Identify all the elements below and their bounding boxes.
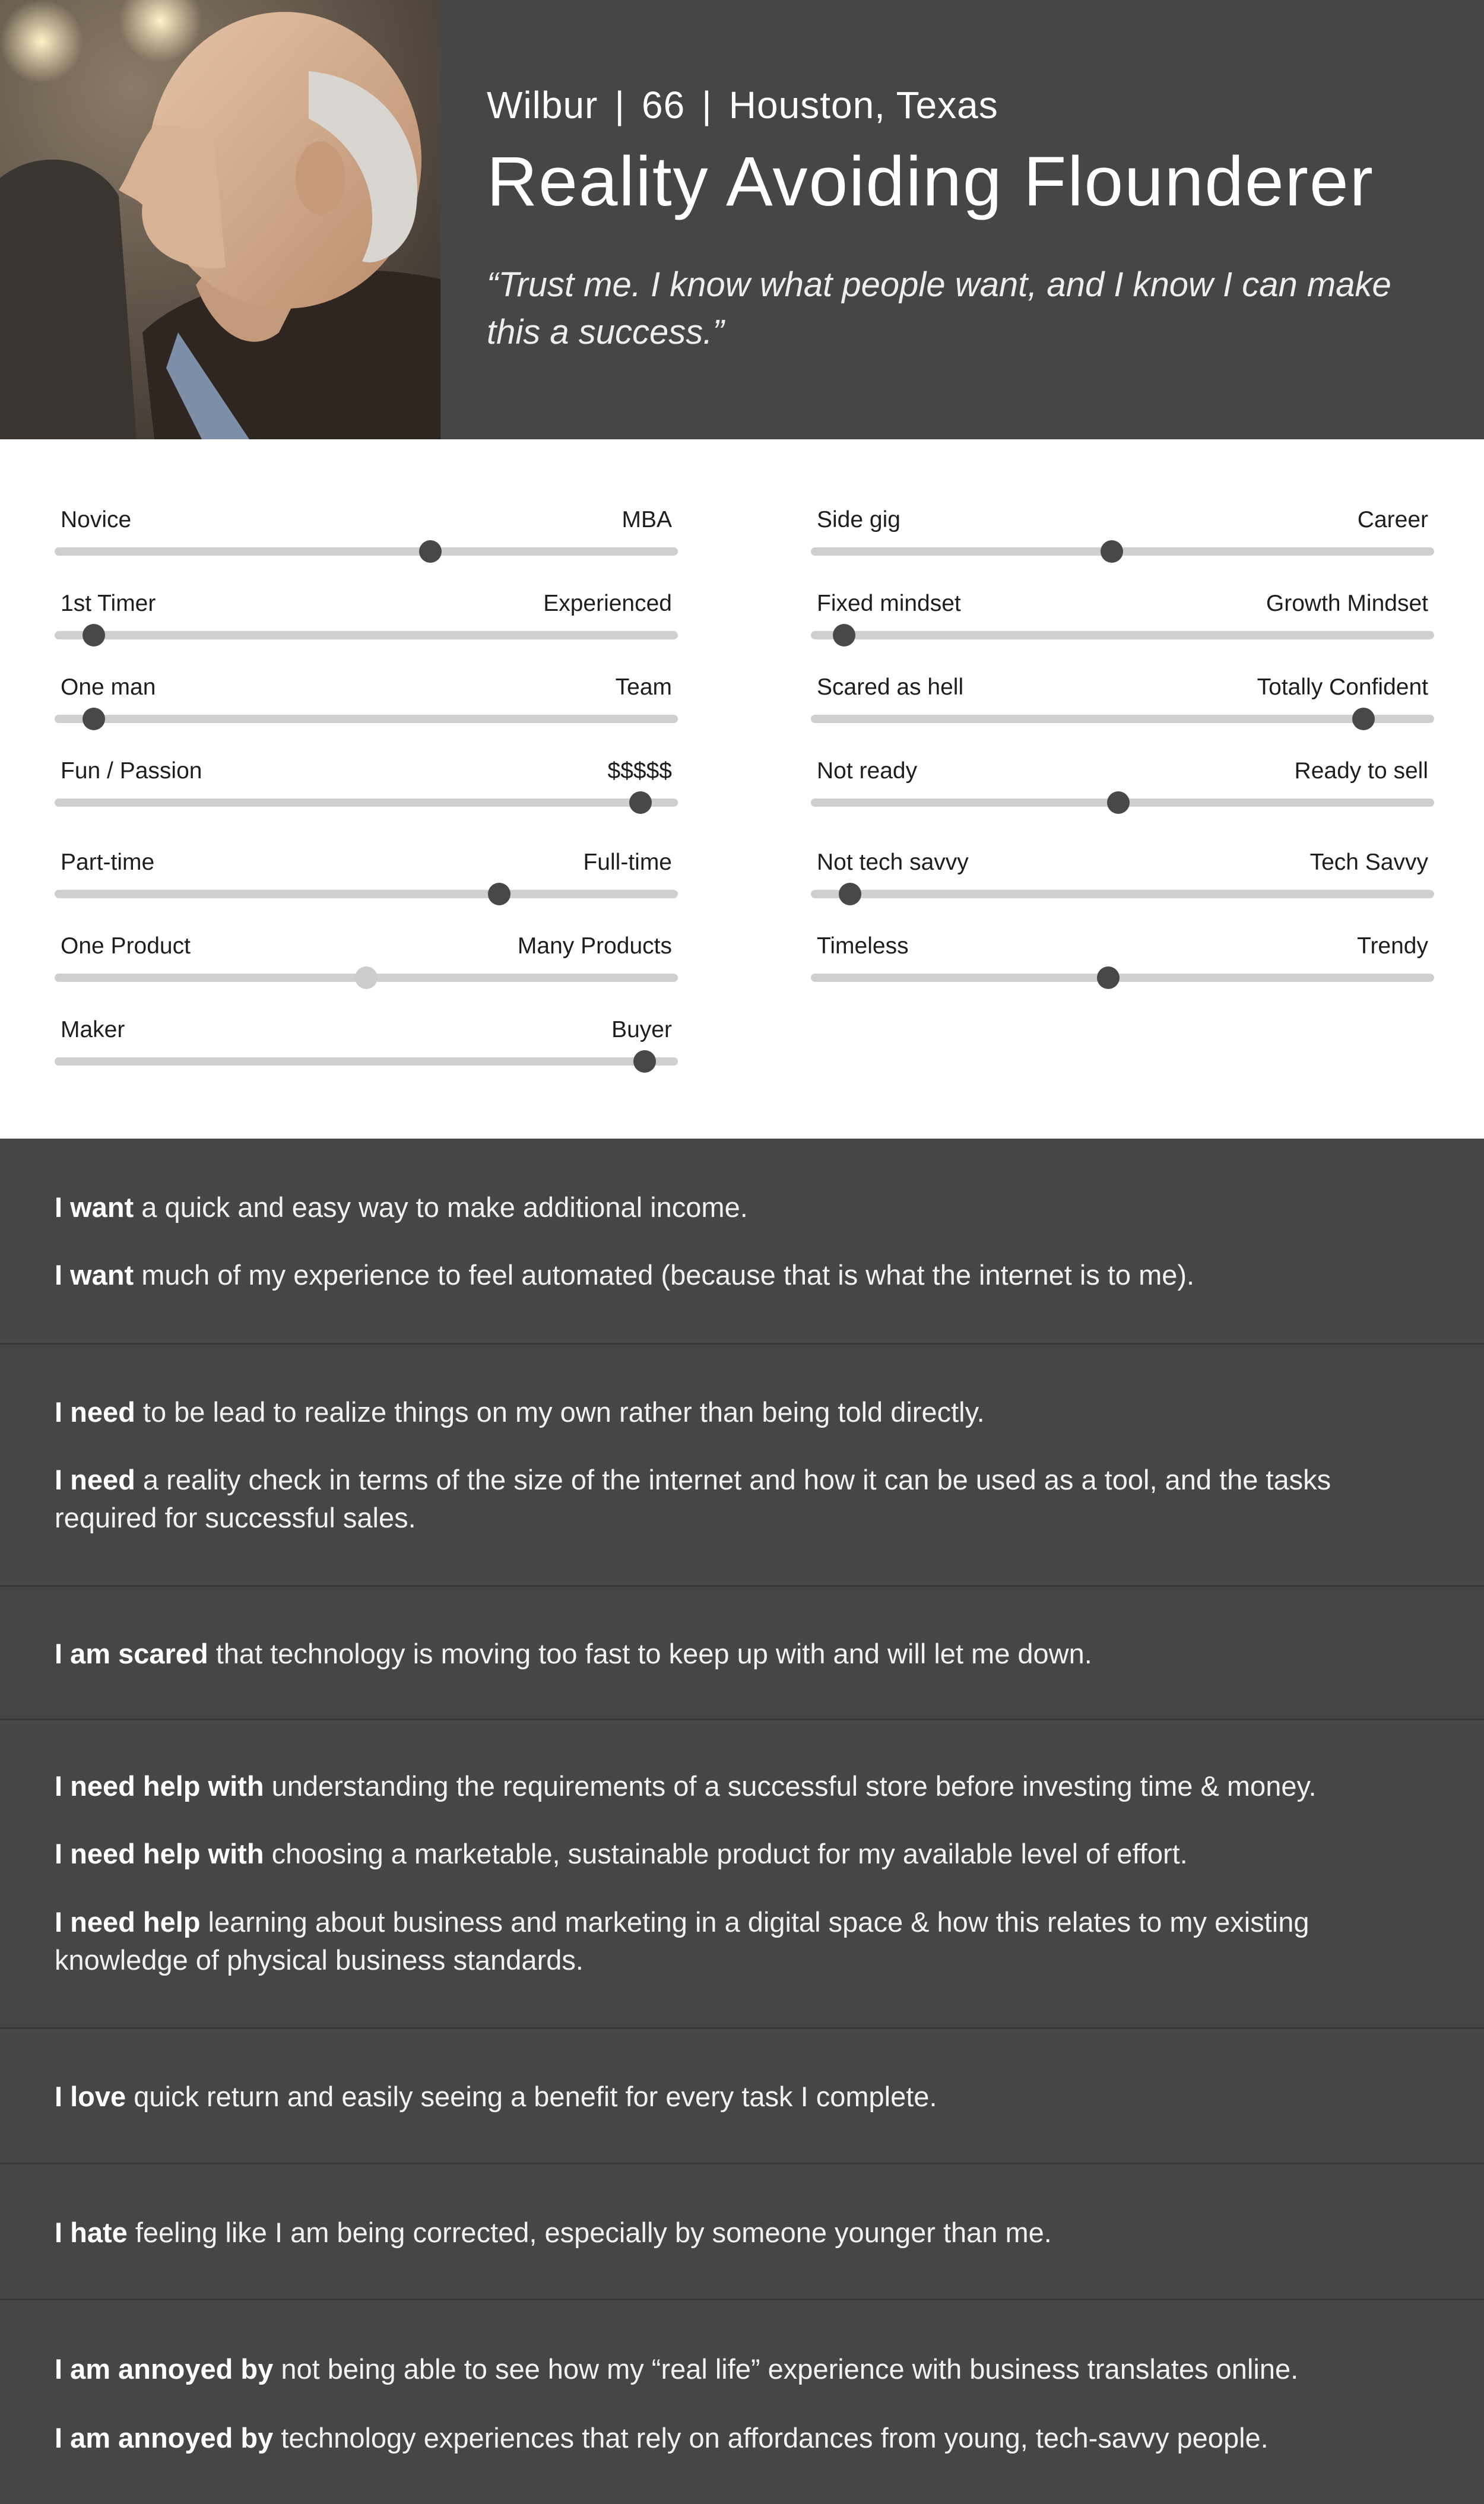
statement-lead: I want (55, 1191, 134, 1223)
slider-knob[interactable] (1107, 791, 1130, 814)
persona-name: Wilbur (487, 84, 598, 126)
slider-right-label: Many Products (517, 933, 672, 959)
slider-track (811, 890, 1434, 898)
slider-novice-mba[interactable] (55, 506, 678, 565)
slider-track (811, 715, 1434, 723)
statement-want (55, 1188, 1384, 1226)
slider-knob[interactable] (419, 540, 442, 563)
slider-right-label: $$$$$ (607, 758, 672, 784)
section-hates (0, 2164, 1484, 2300)
slider-left-label: Fun / Passion (61, 758, 202, 784)
statement-annoyed (55, 2350, 1384, 2388)
statement-love (55, 2078, 1384, 2116)
statement-text: feeling like I am being corrected, especially by someone younger than me. (127, 2217, 1052, 2248)
slider-track (55, 1057, 678, 1066)
persona-quote: “Trust me. I know what people want, and I know I can make this a success.” (487, 265, 1391, 351)
slider-right-label: Career (1357, 507, 1428, 533)
slider-right-label: Full-time (583, 850, 672, 875)
slider-knob[interactable] (1352, 708, 1375, 730)
slider-left-label: Not tech savvy (817, 850, 969, 875)
persona-photo (0, 0, 440, 439)
slider-left-label: One man (61, 674, 156, 700)
slider-track (811, 631, 1434, 639)
statement-help (55, 1835, 1384, 1873)
slider-readiness[interactable] (811, 757, 1434, 816)
slider-timer-experienced[interactable] (55, 589, 678, 649)
slider-left-label: Maker (61, 1017, 125, 1042)
slider-left-label: Scared as hell (817, 674, 964, 700)
slider-track (55, 890, 678, 898)
slider-parttime-fulltime[interactable] (55, 848, 678, 908)
statement-lead: I am scared (55, 1638, 208, 1669)
section-fears (0, 1587, 1484, 1720)
slider-left-label: 1st Timer (61, 591, 156, 616)
statement-text: learning about business and marketing in a digital space & how this relates to my existing knowledge of physical business standards. (55, 1906, 1309, 1976)
statement-text: a reality check in terms of the size of the internet and how it can be used as a tool, and the tasks required for successful sales. (55, 1464, 1331, 1533)
statement-lead: I need help with (55, 1770, 264, 1802)
statement-annoyed (55, 2419, 1384, 2457)
slider-left-label: Novice (61, 507, 132, 533)
slider-track (55, 547, 678, 556)
slider-track (811, 974, 1434, 982)
persona-location: Houston, Texas (728, 84, 998, 126)
slider-knob[interactable] (633, 1050, 656, 1073)
statement-need (55, 1461, 1384, 1537)
slider-tech-savvy[interactable] (811, 848, 1434, 908)
slider-track (55, 715, 678, 723)
statement-text: to be lead to realize things on my own rather than being told directly. (135, 1396, 985, 1428)
trait-sliders (0, 439, 1484, 1139)
statement-lead: I need (55, 1396, 135, 1428)
persona-statements (0, 1139, 1484, 2504)
slider-right-label: MBA (621, 507, 672, 533)
slider-knob[interactable] (833, 624, 855, 646)
section-needs (0, 1345, 1484, 1587)
slider-knob[interactable] (1101, 540, 1123, 563)
slider-knob[interactable] (83, 708, 105, 730)
statement-lead: I want (55, 1259, 134, 1291)
slider-sidegig-career[interactable] (811, 506, 1434, 565)
slider-right-label: Experienced (543, 591, 672, 616)
statement-text: quick return and easily seeing a benefit for every task I complete. (126, 2081, 937, 2112)
slider-track (55, 798, 678, 807)
statement-text: choosing a marketable, sustainable product for my available level of effort. (264, 1838, 1188, 1869)
slider-timeless-trendy[interactable] (811, 932, 1434, 991)
slider-knob[interactable] (1097, 966, 1120, 989)
statement-help (55, 1903, 1384, 1979)
slider-left-label: Fixed mindset (817, 591, 961, 616)
slider-fun-money[interactable] (55, 757, 678, 816)
slider-right-label: Tech Savvy (1309, 850, 1428, 875)
slider-confidence[interactable] (811, 673, 1434, 733)
persona-header (0, 0, 1484, 439)
statement-lead: I need (55, 1464, 135, 1495)
slider-right-label: Team (615, 674, 672, 700)
statement-need (55, 1393, 1384, 1431)
section-wants (0, 1139, 1484, 1345)
slider-knob[interactable] (355, 966, 378, 989)
statement-text: technology experiences that rely on affordances from young, tech-savvy people. (273, 2422, 1269, 2454)
meta-separator: | (614, 84, 625, 126)
section-loves (0, 2029, 1484, 2164)
slider-left-label: Timeless (817, 933, 909, 959)
persona-title: Reality Avoiding Flounderer (487, 142, 1374, 221)
statement-text: understanding the requirements of a successful store before investing time & money. (264, 1770, 1317, 1802)
section-annoyances (0, 2300, 1484, 2504)
meta-separator: | (702, 84, 712, 126)
slider-product-count[interactable] (55, 932, 678, 991)
slider-right-label: Trendy (1357, 933, 1428, 959)
statement-text: a quick and easy way to make additional income. (134, 1191, 748, 1223)
persona-age: 66 (641, 84, 686, 126)
statement-text: not being able to see how my “real life” experience with business translates online. (273, 2353, 1299, 2385)
slider-left-label: Part-time (61, 850, 155, 875)
statement-lead: I need help (55, 1906, 201, 1938)
slider-maker-buyer[interactable] (55, 1016, 678, 1075)
slider-knob[interactable] (488, 883, 510, 905)
statement-lead: I hate (55, 2217, 128, 2248)
section-help (0, 1720, 1484, 2029)
statement-lead: I am annoyed by (55, 2353, 274, 2385)
statement-lead: I am annoyed by (55, 2422, 274, 2454)
statement-scared (55, 1635, 1384, 1673)
slider-left-label: Side gig (817, 507, 900, 533)
statement-text: that technology is moving too fast to keep up with and will let me down. (208, 1638, 1092, 1669)
slider-right-label: Totally Confident (1257, 674, 1428, 700)
slider-knob[interactable] (83, 624, 105, 646)
slider-right-label: Buyer (611, 1017, 672, 1042)
statement-text: much of my experience to feel automated (because that is what the internet is to me). (134, 1259, 1195, 1291)
slider-knob[interactable] (629, 791, 652, 814)
statement-lead: I need help with (55, 1838, 264, 1869)
slider-knob[interactable] (839, 883, 861, 905)
persona-meta (487, 83, 998, 127)
slider-oneman-team[interactable] (55, 673, 678, 733)
statement-want (55, 1256, 1384, 1294)
slider-right-label: Ready to sell (1294, 758, 1428, 784)
statement-hate (55, 2214, 1384, 2252)
slider-track (55, 631, 678, 639)
slider-right-label: Growth Mindset (1266, 591, 1428, 616)
statement-lead: I love (55, 2081, 126, 2112)
slider-left-label: One Product (61, 933, 191, 959)
statement-help (55, 1767, 1384, 1805)
slider-mindset[interactable] (811, 589, 1434, 649)
slider-left-label: Not ready (817, 758, 918, 784)
